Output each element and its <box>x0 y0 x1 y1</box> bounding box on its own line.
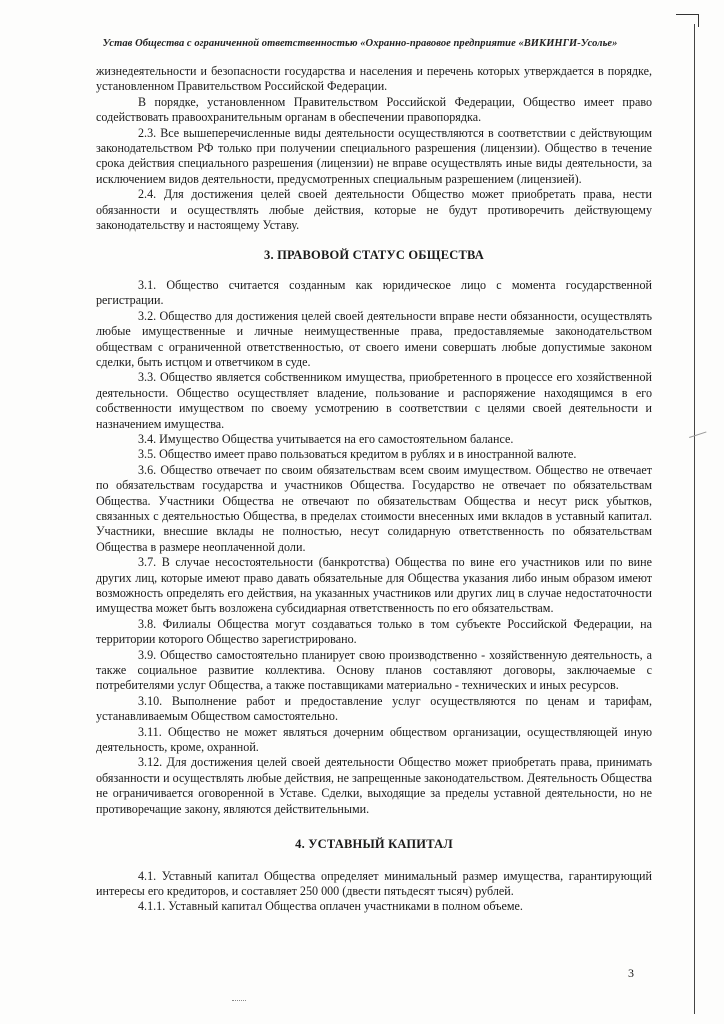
paragraph-intro-continuation: жизнедеятельности и безопасности государства и населения и перечень которых утверждается в порядке, установленном Правительством Российской Федерации. <box>96 64 652 94</box>
margin-mark <box>689 431 709 445</box>
paragraph-3-5: 3.5. Общество имеет право пользоваться кредитом в рублях и в иностранной валюте. <box>138 447 577 462</box>
paragraph-3-2: 3.2. Общество для достижения целей своей деятельности вправе нести обязанности, осуществлять любые имущественные и личные неимущественные права, предоставляемые законодательством обществам с ограниченной ответственностью, от своего имени совершать любые допустимые законом сделки, быть истцом и ответчиком в суде. <box>96 308 652 369</box>
paragraph-intro-2: В порядке, установленном Правительством Российской Федерации, Общество имеет право содействовать правоохранительным органам в обеспечении правопорядка. <box>96 94 652 125</box>
document-body <box>96 64 652 915</box>
paragraph-3-4: 3.4. Имущество Общества учитывается на его самостоятельном балансе. <box>138 431 514 446</box>
page-number: 3 <box>628 966 634 980</box>
paragraph-3-11: 3.11. Общество не может являться дочерним обществом организации, осуществляющей иную деятельность, кроме, охранной. <box>96 724 652 755</box>
paragraph-3-7: 3.7. В случае несостоятельности (банкротства) Общества по вине его участников или по вине других лиц, которые имеют право давать обязательные для Общества указания либо иным образом имеют возможность определять его действия, на указанных участников или других лиц в случае недостаточности имущества может быть возложена субсидиарная ответственность по его обязательствам. <box>96 555 652 616</box>
paragraph-4-1: 4.1. Уставный капитал Общества определяет минимальный размер имущества, гарантирующий интересы его кредиторов, и составляет 250 000 (двести пятьдесят тысяч) рублей. <box>96 868 652 898</box>
paragraph-2-4: 2.4. Для достижения целей своей деятельности Общество может приобретать права, нести обязанности и осуществлять любые действия, которые не будут противоречить действующему законодательству и настоящему Уставу. <box>96 187 652 233</box>
paragraph-3-8: 3.8. Филиалы Общества могут создаваться только в том субъекте Российской Федерации, на территории которого Общество зарегистрировано. <box>96 616 652 647</box>
paragraph-2-3: 2.3. Все вышеперечисленные виды деятельности осуществляются в соответствии с действующим законодательством РФ только при получении специального разрешения (лицензии). Общество в течение срока действия специального разрешения (лицензии) не вправе осуществлять иные виды деятельности, за исключением видов деятельности, предусмотренных специальным разрешением (лицензией). <box>96 125 652 186</box>
scan-artifact-mark <box>232 1000 246 1002</box>
page-edge-line <box>694 24 695 1014</box>
paragraph-4-1-1: 4.1.1. Уставный капитал Общества оплачен участниками в полном объеме. <box>138 899 523 914</box>
paragraph-3-1: 3.1. Общество считается созданным как юридическое лицо с момента государственной регистрации. <box>96 277 652 308</box>
corner-crop-mark <box>676 14 699 27</box>
running-header: Устав Общества с ограниченной ответственностью «Охранно-правовое предприятие «ВИКИНГИ-Усолье» <box>102 38 618 49</box>
paragraph-3-6: 3.6. Общество отвечает по своим обязательствам всем своим имуществом. Общество не отвечает по обязательствам государства и участников Общества. Государство не отвечает по обязательствам Общества. Участники Общества не отвечают по обязательствам Общества и несут риск убытков, связанных с деятельностью Общества, в пределах стоимости внесенных ими вкладов в уставный капитал. Участники, внесшие вклады не полностью, несут солидарную ответственность по обязательствам Общества в размере неоплаченной доли. <box>96 462 652 554</box>
paragraph-3-9: 3.9. Общество самостоятельно планирует свою производственно - хозяйственную деятельность, а также социальное развитие коллектива. Основу планов составляют договоры, заключаемые с потребителями услуг Общества, а также поставщиками материально - технических и иных ресурсов. <box>96 647 652 693</box>
section-3-heading: 3. ПРАВОВОЙ СТАТУС ОБЩЕСТВА <box>264 248 484 263</box>
paragraph-3-3: 3.3. Общество является собственником имущества, приобретенного в процессе его хозяйственной деятельности. Общество осуществляет владение, пользование и распоряжение находящимся в его собственности имуществом по своему усмотрению в соответствии с целями своей деятельности и назначением имущества. <box>96 370 652 431</box>
section-4-heading: 4. УСТАВНЫЙ КАПИТАЛ <box>295 837 453 852</box>
paragraph-3-10: 3.10. Выполнение работ и предоставление услуг осуществляются по ценам и тарифам, устанавливаемым Обществом самостоятельно. <box>96 693 652 724</box>
paragraph-3-12: 3.12. Для достижения целей своей деятельности Общество может приобретать права, принимать обязанности и осуществлять любые действия, не запрещенные законодательством. Деятельность Общества не ограничивается оговоренной в Уставе. Сделки, выходящие за пределы уставной деятельности, но не противоречащие закону, являются действительными. <box>96 755 652 816</box>
